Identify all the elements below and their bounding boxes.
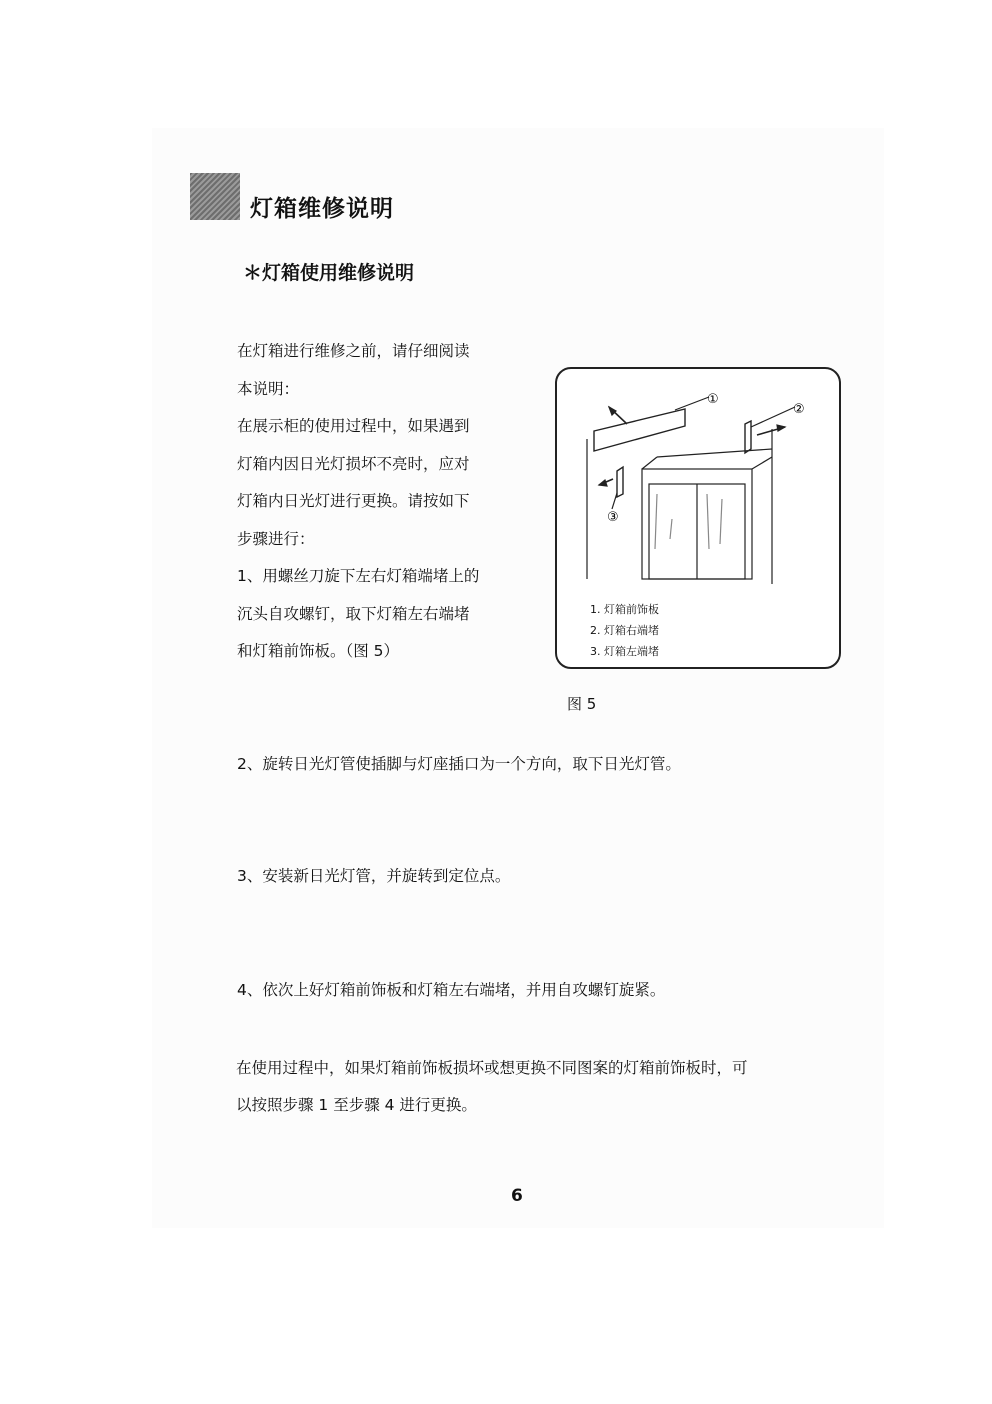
- figure-legend: [590, 599, 659, 662]
- intro-line: 在展示柜的使用过程中，如果遇到: [237, 417, 470, 435]
- callout-3-leader: [612, 493, 617, 509]
- cabinet-frame: [587, 429, 772, 584]
- callout-3: ③: [607, 510, 619, 525]
- closing-line: 以按照步骤 1 至步骤 4 进行更换。: [236, 1096, 477, 1114]
- closing-paragraph: [236, 1050, 748, 1124]
- section-marker-block: [190, 173, 240, 220]
- figure-caption: 图 5: [567, 695, 597, 713]
- legend-item: 2. 灯箱右端堵: [590, 624, 659, 637]
- legend-item: 1. 灯箱前饰板: [590, 603, 659, 616]
- intro-line: 在灯箱进行维修之前，请仔细阅读: [237, 342, 470, 360]
- callout-1-leader: [675, 397, 709, 410]
- intro-line: 步骤进行：: [237, 529, 315, 548]
- intro-line: 和灯箱前饰板。（图 5）: [237, 642, 400, 660]
- step-3: 3、安装新日光灯管，并旋转到定位点。: [237, 867, 511, 885]
- intro-line: 1、用螺丝刀旋下左右灯箱端堵上的: [237, 567, 480, 585]
- front-trim-board: [594, 409, 685, 451]
- intro-text: [237, 333, 527, 671]
- page-number: 6: [511, 1186, 523, 1206]
- callout-2: ②: [793, 402, 805, 417]
- intro-line: 沉头自攻螺钉，取下灯箱左右端堵: [237, 604, 470, 623]
- legend-item: 3. 灯箱左端堵: [590, 645, 659, 658]
- step-2: 2、旋转日光灯管使插脚与灯座插口为一个方向，取下日光灯管。: [237, 755, 681, 773]
- intro-line: 灯箱内因日光灯损坏不亮时，应对: [237, 454, 470, 473]
- step-4: 4、依次上好灯箱前饰板和灯箱左右端堵，并用自攻螺钉旋紧。: [237, 981, 666, 999]
- section-title: ＊灯箱使用维修说明: [243, 262, 415, 284]
- left-end-cap: [617, 467, 623, 497]
- closing-line: 在使用过程中，如果灯箱前饰板损坏或想更换不同图案的灯箱前饰板时，可: [236, 1059, 748, 1077]
- callout-1: ①: [707, 392, 719, 407]
- page-title: 灯箱维修说明: [250, 196, 394, 222]
- right-end-cap: [745, 421, 751, 453]
- lightbox-top-edge: [657, 449, 772, 457]
- callout-2-leader: [751, 407, 795, 427]
- intro-line: 灯箱内日光灯进行更换。请按如下: [237, 492, 470, 510]
- figure-5-frame: [555, 367, 841, 669]
- intro-line: 本说明：: [237, 379, 300, 398]
